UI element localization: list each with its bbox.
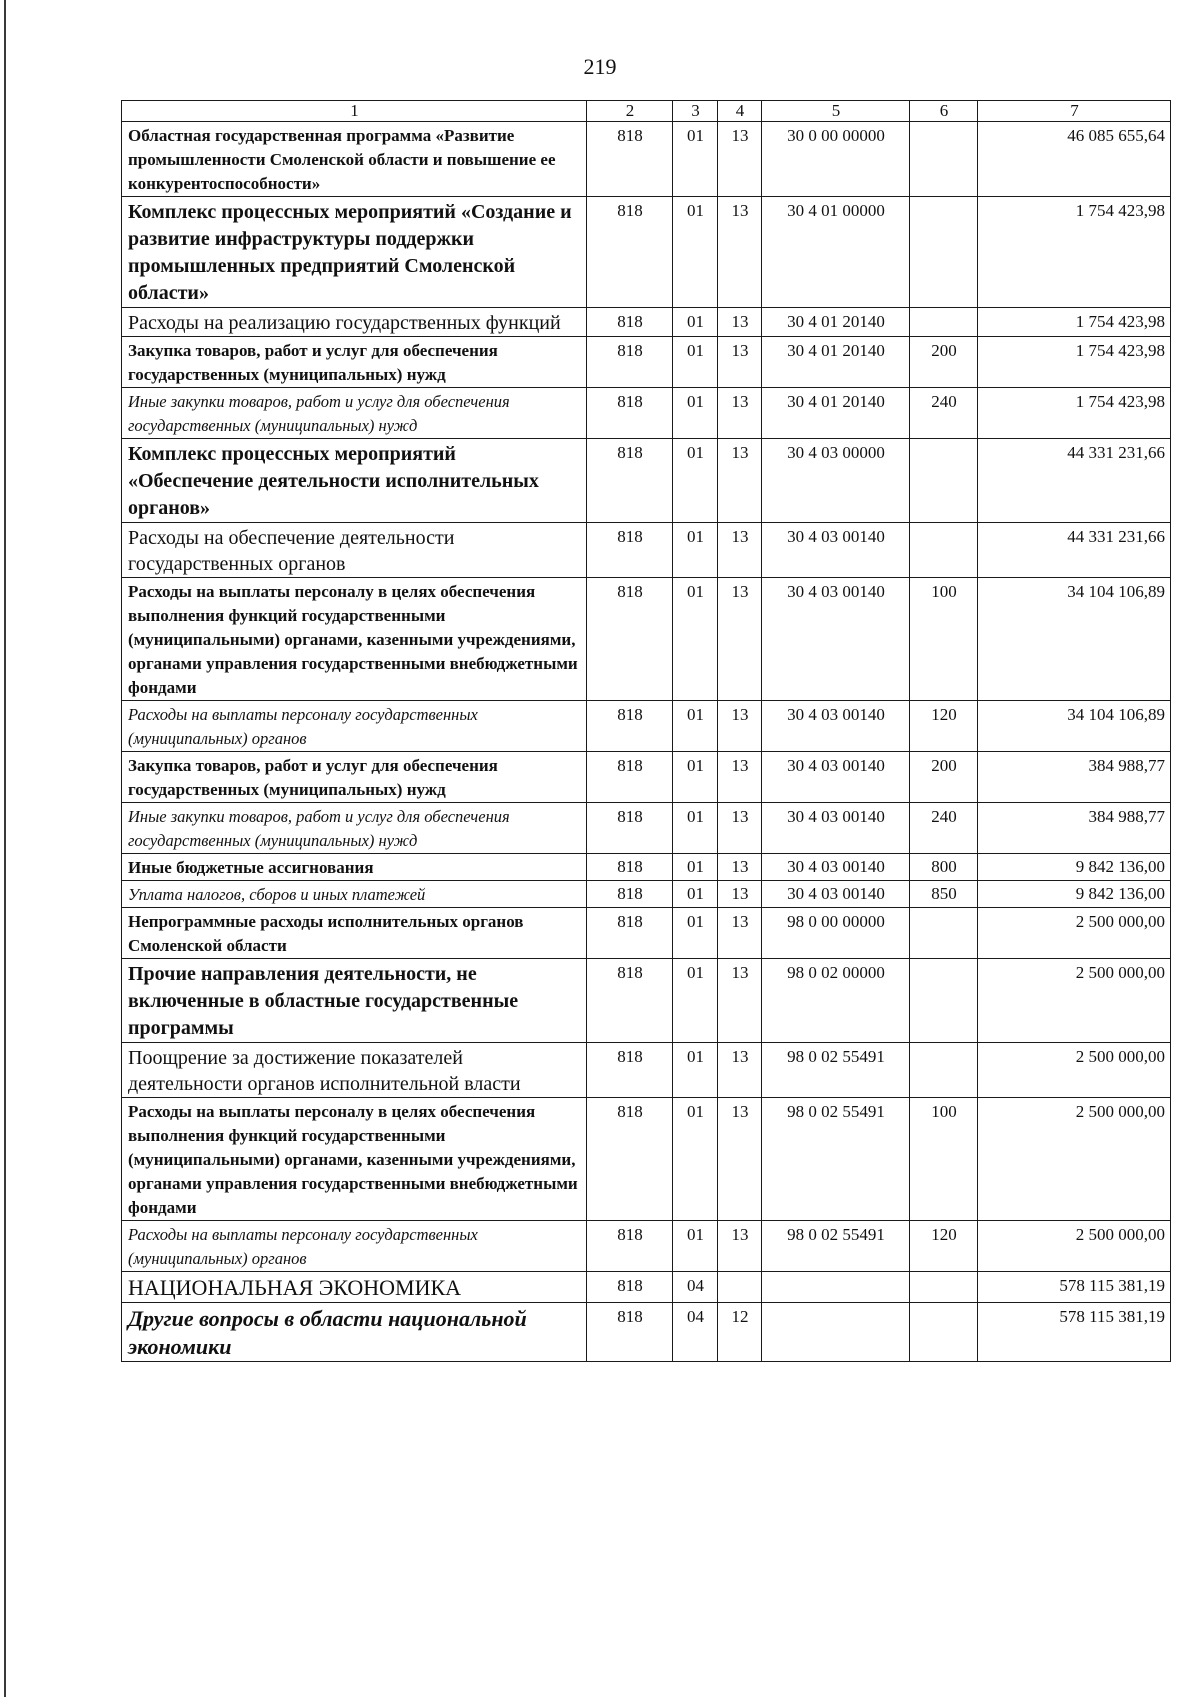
expense-type-cell	[910, 908, 978, 959]
expense-type-cell: 200	[910, 752, 978, 803]
admin-code-cell: 818	[587, 578, 673, 701]
subsection-code-cell: 13	[718, 197, 762, 308]
subsection-code-cell: 13	[718, 439, 762, 523]
subsection-code-cell: 13	[718, 308, 762, 337]
amount-cell: 34 104 106,89	[978, 701, 1171, 752]
subsection-code-cell: 13	[718, 803, 762, 854]
header-cell: 5	[762, 101, 910, 122]
budget-table	[121, 100, 1171, 1362]
table-row	[122, 122, 1171, 197]
table-row	[122, 701, 1171, 752]
row-name-cell: Комплекс процессных мероприятий «Обеспечение деятельности исполнительных органов»	[122, 439, 587, 523]
amount-cell: 2 500 000,00	[978, 908, 1171, 959]
target-article-cell: 98 0 02 55491	[762, 1043, 910, 1098]
amount-cell: 578 115 381,19	[978, 1303, 1171, 1362]
target-article-cell: 30 4 01 20140	[762, 337, 910, 388]
subsection-code-cell: 13	[718, 523, 762, 578]
subsection-code-cell: 13	[718, 578, 762, 701]
amount-cell: 1 754 423,98	[978, 197, 1171, 308]
table-row	[122, 1043, 1171, 1098]
table-row	[122, 752, 1171, 803]
row-name-cell: Расходы на выплаты персоналу в целях обеспечения выполнения функций государственными (муниципальными) органами, казенными учреждениями, органами управления государственными внебюджетными фондами	[122, 578, 587, 701]
admin-code-cell: 818	[587, 1272, 673, 1303]
subsection-code-cell: 13	[718, 752, 762, 803]
section-code-cell: 01	[673, 1043, 718, 1098]
section-code-cell: 01	[673, 1221, 718, 1272]
subsection-code-cell: 13	[718, 1098, 762, 1221]
table-row	[122, 908, 1171, 959]
row-name-cell: Расходы на реализацию государственных функций	[122, 308, 587, 337]
admin-code-cell: 818	[587, 803, 673, 854]
subsection-code-cell: 12	[718, 1303, 762, 1362]
row-name-cell: Закупка товаров, работ и услуг для обеспечения государственных (муниципальных) нужд	[122, 752, 587, 803]
amount-cell: 384 988,77	[978, 803, 1171, 854]
subsection-code-cell: 13	[718, 337, 762, 388]
header-cell: 2	[587, 101, 673, 122]
amount-cell: 2 500 000,00	[978, 1098, 1171, 1221]
table-row	[122, 197, 1171, 308]
row-name-cell: Иные закупки товаров, работ и услуг для обеспечения государственных (муниципальных) нужд	[122, 803, 587, 854]
expense-type-cell	[910, 1303, 978, 1362]
table-row	[122, 337, 1171, 388]
subsection-code-cell	[718, 1272, 762, 1303]
expense-type-cell	[910, 523, 978, 578]
subsection-code-cell: 13	[718, 908, 762, 959]
amount-cell: 1 754 423,98	[978, 388, 1171, 439]
admin-code-cell: 818	[587, 1098, 673, 1221]
expense-type-cell	[910, 439, 978, 523]
section-code-cell: 04	[673, 1272, 718, 1303]
row-name-cell: Расходы на выплаты персоналу в целях обеспечения выполнения функций государственными (муниципальными) органами, казенными учреждениями, органами управления государственными внебюджетными фондами	[122, 1098, 587, 1221]
row-name-cell: Расходы на выплаты персоналу государственных (муниципальных) органов	[122, 1221, 587, 1272]
table-header-row	[122, 101, 1171, 122]
section-code-cell: 01	[673, 1098, 718, 1221]
section-code-cell: 01	[673, 523, 718, 578]
table-row	[122, 854, 1171, 881]
section-code-cell: 01	[673, 197, 718, 308]
header-cell: 4	[718, 101, 762, 122]
expense-type-cell: 240	[910, 388, 978, 439]
expense-type-cell	[910, 1272, 978, 1303]
target-article-cell: 30 4 03 00140	[762, 752, 910, 803]
admin-code-cell: 818	[587, 523, 673, 578]
target-article-cell: 30 4 03 00140	[762, 854, 910, 881]
scan-edge-line	[4, 0, 6, 1697]
table-row	[122, 803, 1171, 854]
target-article-cell: 30 4 01 00000	[762, 197, 910, 308]
expense-type-cell: 800	[910, 854, 978, 881]
admin-code-cell: 818	[587, 959, 673, 1043]
amount-cell: 1 754 423,98	[978, 337, 1171, 388]
row-name-cell: НАЦИОНАЛЬНАЯ ЭКОНОМИКА	[122, 1272, 587, 1303]
table-row	[122, 1272, 1171, 1303]
row-name-cell: Расходы на обеспечение деятельности государственных органов	[122, 523, 587, 578]
subsection-code-cell: 13	[718, 388, 762, 439]
target-article-cell	[762, 1303, 910, 1362]
subsection-code-cell: 13	[718, 1221, 762, 1272]
row-name-cell: Другие вопросы в области национальной экономики	[122, 1303, 587, 1362]
section-code-cell: 01	[673, 881, 718, 908]
admin-code-cell: 818	[587, 439, 673, 523]
target-article-cell: 30 0 00 00000	[762, 122, 910, 197]
target-article-cell: 30 4 01 20140	[762, 308, 910, 337]
section-code-cell: 01	[673, 803, 718, 854]
section-code-cell: 01	[673, 578, 718, 701]
row-name-cell: Иные закупки товаров, работ и услуг для обеспечения государственных (муниципальных) нужд	[122, 388, 587, 439]
section-code-cell: 04	[673, 1303, 718, 1362]
table-row	[122, 959, 1171, 1043]
subsection-code-cell: 13	[718, 701, 762, 752]
expense-type-cell: 100	[910, 578, 978, 701]
section-code-cell: 01	[673, 388, 718, 439]
amount-cell: 2 500 000,00	[978, 1043, 1171, 1098]
header-cell: 7	[978, 101, 1171, 122]
table-row	[122, 523, 1171, 578]
subsection-code-cell: 13	[718, 1043, 762, 1098]
subsection-code-cell: 13	[718, 854, 762, 881]
section-code-cell: 01	[673, 439, 718, 523]
table-row	[122, 578, 1171, 701]
row-name-cell: Непрограммные расходы исполнительных органов Смоленской области	[122, 908, 587, 959]
admin-code-cell: 818	[587, 337, 673, 388]
expense-type-cell: 120	[910, 1221, 978, 1272]
expense-type-cell: 200	[910, 337, 978, 388]
expense-type-cell	[910, 308, 978, 337]
target-article-cell: 98 0 02 55491	[762, 1221, 910, 1272]
amount-cell: 44 331 231,66	[978, 439, 1171, 523]
section-code-cell: 01	[673, 959, 718, 1043]
amount-cell: 1 754 423,98	[978, 308, 1171, 337]
target-article-cell: 30 4 03 00140	[762, 578, 910, 701]
expense-type-cell	[910, 122, 978, 197]
table-row	[122, 388, 1171, 439]
amount-cell: 578 115 381,19	[978, 1272, 1171, 1303]
target-article-cell: 98 0 00 00000	[762, 908, 910, 959]
header-cell: 6	[910, 101, 978, 122]
expense-type-cell	[910, 959, 978, 1043]
amount-cell: 9 842 136,00	[978, 881, 1171, 908]
target-article-cell: 30 4 03 00140	[762, 523, 910, 578]
table-row	[122, 439, 1171, 523]
admin-code-cell: 818	[587, 752, 673, 803]
row-name-cell: Расходы на выплаты персоналу государственных (муниципальных) органов	[122, 701, 587, 752]
admin-code-cell: 818	[587, 854, 673, 881]
row-name-cell: Закупка товаров, работ и услуг для обеспечения государственных (муниципальных) нужд	[122, 337, 587, 388]
section-code-cell: 01	[673, 122, 718, 197]
section-code-cell: 01	[673, 308, 718, 337]
table-row	[122, 308, 1171, 337]
subsection-code-cell: 13	[718, 881, 762, 908]
expense-type-cell	[910, 197, 978, 308]
section-code-cell: 01	[673, 337, 718, 388]
target-article-cell	[762, 1272, 910, 1303]
row-name-cell: Поощрение за достижение показателей деятельности органов исполнительной власти	[122, 1043, 587, 1098]
row-name-cell: Уплата налогов, сборов и иных платежей	[122, 881, 587, 908]
expense-type-cell: 850	[910, 881, 978, 908]
table-row	[122, 1098, 1171, 1221]
target-article-cell: 30 4 03 00140	[762, 881, 910, 908]
target-article-cell: 30 4 03 00140	[762, 701, 910, 752]
section-code-cell: 01	[673, 752, 718, 803]
admin-code-cell: 818	[587, 1221, 673, 1272]
page-number: 219	[583, 54, 617, 79]
table-row	[122, 881, 1171, 908]
row-name-cell: Прочие направления деятельности, не включенные в областные государственные программы	[122, 959, 587, 1043]
target-article-cell: 30 4 03 00000	[762, 439, 910, 523]
expense-type-cell: 240	[910, 803, 978, 854]
amount-cell: 34 104 106,89	[978, 578, 1171, 701]
section-code-cell: 01	[673, 701, 718, 752]
amount-cell: 2 500 000,00	[978, 959, 1171, 1043]
admin-code-cell: 818	[587, 1303, 673, 1362]
section-code-cell: 01	[673, 854, 718, 881]
admin-code-cell: 818	[587, 908, 673, 959]
admin-code-cell: 818	[587, 701, 673, 752]
row-name-cell: Областная государственная программа «Развитие промышленности Смоленской области и повышение ее конкурентоспособности»	[122, 122, 587, 197]
amount-cell: 44 331 231,66	[978, 523, 1171, 578]
amount-cell: 2 500 000,00	[978, 1221, 1171, 1272]
target-article-cell: 30 4 03 00140	[762, 803, 910, 854]
admin-code-cell: 818	[587, 1043, 673, 1098]
subsection-code-cell: 13	[718, 959, 762, 1043]
table-row	[122, 1221, 1171, 1272]
row-name-cell: Комплекс процессных мероприятий «Создание и развитие инфраструктуры поддержки промышленных предприятий Смоленской области»	[122, 197, 587, 308]
admin-code-cell: 818	[587, 308, 673, 337]
row-name-cell: Иные бюджетные ассигнования	[122, 854, 587, 881]
admin-code-cell: 818	[587, 881, 673, 908]
amount-cell: 384 988,77	[978, 752, 1171, 803]
header-cell: 1	[122, 101, 587, 122]
expense-type-cell: 120	[910, 701, 978, 752]
header-cell: 3	[673, 101, 718, 122]
admin-code-cell: 818	[587, 122, 673, 197]
target-article-cell: 98 0 02 00000	[762, 959, 910, 1043]
target-article-cell: 30 4 01 20140	[762, 388, 910, 439]
target-article-cell: 98 0 02 55491	[762, 1098, 910, 1221]
admin-code-cell: 818	[587, 388, 673, 439]
admin-code-cell: 818	[587, 197, 673, 308]
subsection-code-cell: 13	[718, 122, 762, 197]
expense-type-cell: 100	[910, 1098, 978, 1221]
expense-type-cell	[910, 1043, 978, 1098]
amount-cell: 46 085 655,64	[978, 122, 1171, 197]
table-row	[122, 1303, 1171, 1362]
section-code-cell: 01	[673, 908, 718, 959]
amount-cell: 9 842 136,00	[978, 854, 1171, 881]
